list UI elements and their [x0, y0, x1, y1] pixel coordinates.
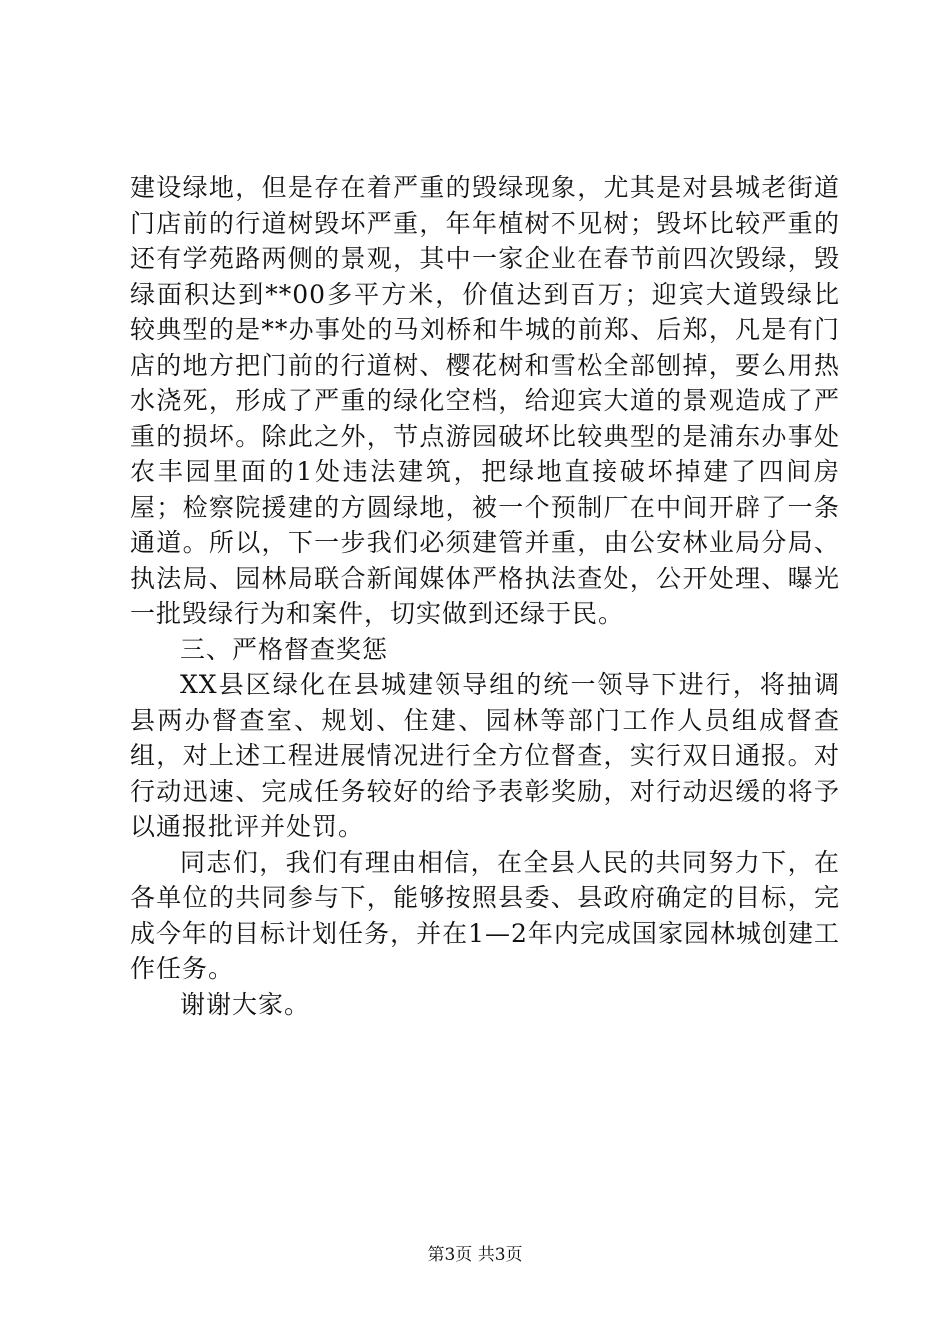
section-heading-supervision: 三、严格督查奖惩 — [180, 634, 389, 664]
page-footer — [0, 1244, 950, 1266]
paragraph-closing: 同志们，我们有理由相信，在全县人民的共同努力下，在各单位的共同参与下，能够按照县委、县政府确定的目标，完成今年的目标计划任务，并在1—2年内完成国家园林城创建工作任务。 — [130, 847, 840, 983]
page-total: 共3页 — [477, 1245, 523, 1265]
page-number: 第3页 — [427, 1245, 473, 1265]
paragraph-supervision: XX县区绿化在县城建领导组的统一领导下进行，将抽调县两办督查室、规划、住建、园林等部门工作人员组成督查组，对上述工程进展情况进行全方位督查，实行双日通报。对行动迅速、完成任务较好的给予表彰奖励，对行动迟缓的将予以通报批评并处罚。 — [130, 670, 840, 841]
paragraph-thanks: 谢谢大家。 — [180, 989, 311, 1019]
paragraph-greening-damage: 建设绿地，但是存在着严重的毁绿现象，尤其是对县城老街道门店前的行道树毁坏严重，年年植树不见树；毁坏比较严重的还有学苑路两侧的景观，其中一家企业在春节前四次毁绿，毁绿面积达到**00多平方米，价值达到百万；迎宾大道毁绿比较典型的是**办事处的马刘桥和牛城的前郑、后郑，凡是有门店的地方把门前的行道树、樱花树和雪松全部刨掉，要么用热水浇死，形成了严重的绿化空档，给迎宾大道的景观造成了严重的损坏。除此之外，节点游园破坏比较典型的是浦东办事处农丰园里面的1处违法建筑，把绿地直接破坏掉建了四间房屋；检察院援建的方圆绿地，被一个预制厂在中间开辟了一条通道。所以，下一步我们必须建管并重，由公安林业局分局、执法局、园林局联合新闻媒体严格执法查处，公开处理、曝光一批毁绿行为和案件，切实做到还绿于民。 — [130, 173, 840, 628]
document-body — [130, 170, 840, 1022]
